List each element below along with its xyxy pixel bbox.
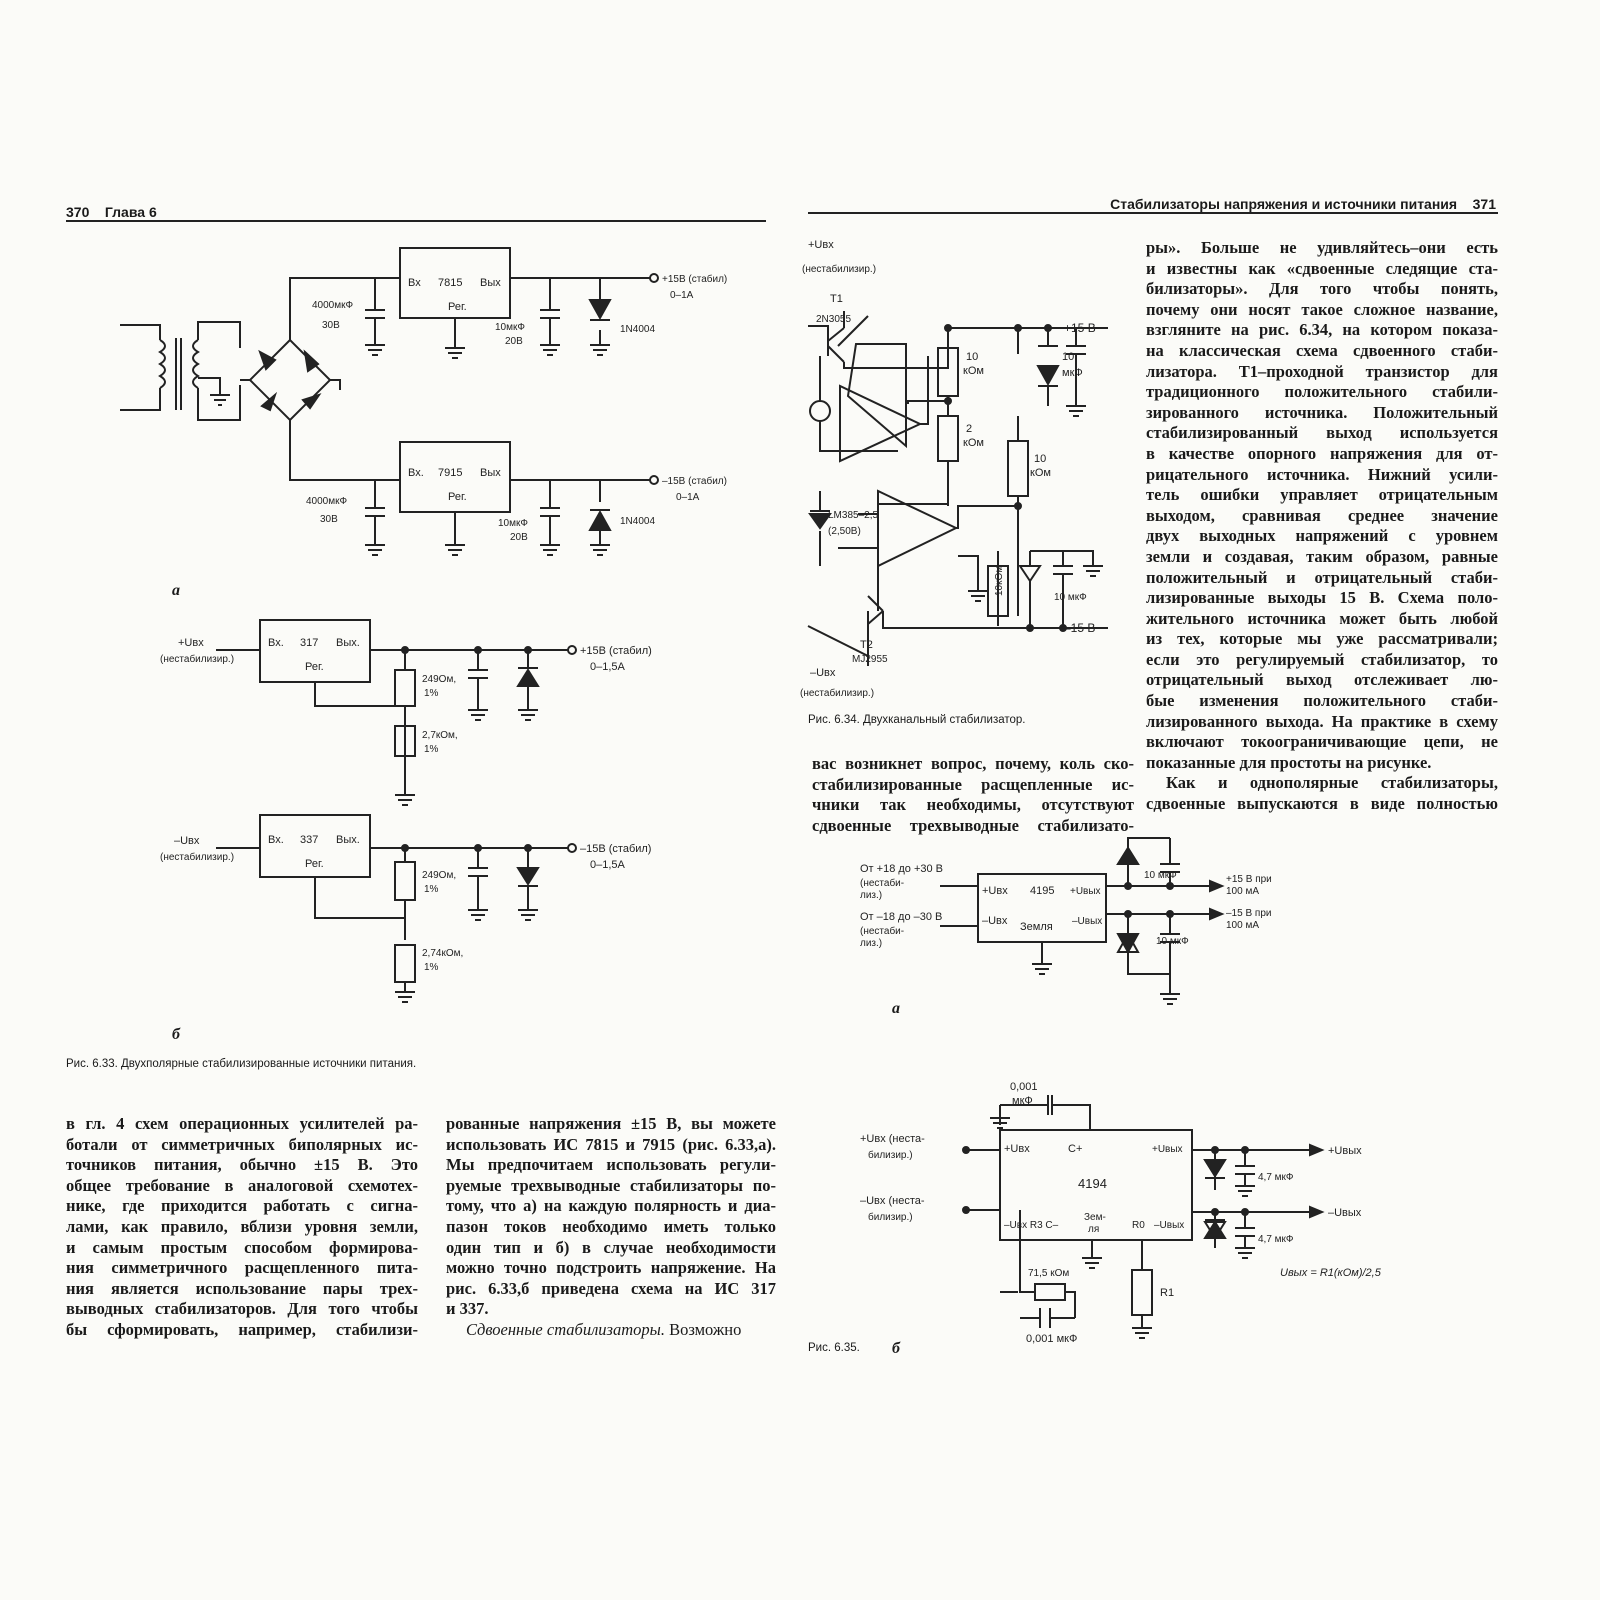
reg-7915-in-label: Вх. <box>408 467 424 479</box>
text-line: стабилизированный выход используется <box>1146 423 1498 443</box>
figure-6-33a-schematic <box>110 230 830 590</box>
fig635a-in-neg: От –18 до –30 В <box>860 911 943 923</box>
figure-6-34-caption: Рис. 6.34. Двухканальный стабилизатор. <box>808 714 1026 726</box>
reg-337-in-label: Вх. <box>268 834 284 846</box>
reg-7815-out-label: Вых <box>480 277 501 289</box>
text-line: в качестве опорного напряжения для от- <box>1146 443 1498 463</box>
fig635b-in-pos-2: билизир.) <box>868 1150 913 1161</box>
fig635b-pin-cplus: C+ <box>1068 1143 1083 1155</box>
reg-337-name: 337 <box>300 834 319 846</box>
fig634-ra-value: 10 <box>966 351 979 363</box>
left-page-header <box>66 204 157 220</box>
fig635a-pin-out-pos: +Uвых <box>1070 886 1101 897</box>
fig635b-pin-gnd2: ля <box>1088 1224 1100 1235</box>
reg-337-out-label: Вых. <box>336 834 360 846</box>
reg-337-reg-label: Рег. <box>305 858 324 870</box>
text-line: и известны как «сдвоенные следящие ста- <box>1146 258 1498 278</box>
fig635a-cap-top: 10 мкФ <box>1144 870 1177 881</box>
reg-7815-reg-label: Рег. <box>448 301 467 313</box>
reg-7815-in-label: Вх <box>408 277 421 289</box>
text-line: Мы предпочитаем использовать регули- <box>446 1155 776 1175</box>
r1-317-value: 249Ом, <box>422 674 457 685</box>
fig635a-pin-in-neg: –Uвх <box>982 915 1008 927</box>
fig635a-pin-out-neg: –Uвых <box>1072 916 1103 927</box>
text-line: в гл. 4 схем операционных усилителей ра- <box>66 1114 418 1133</box>
left-page-number: 370 <box>66 204 90 220</box>
fig635b-out-neg: –Uвых <box>1328 1207 1362 1219</box>
r1-337-tol: 1% <box>424 884 439 895</box>
text-line: нике, где приходится работать с сигна- <box>66 1196 418 1216</box>
text-line: один тип и б) в случае необходимости <box>446 1237 776 1257</box>
text-line-subheading <box>446 1320 776 1341</box>
text-line: жительного источника может быть любой <box>1146 608 1498 628</box>
fig635a-chip: 4195 <box>1030 885 1055 897</box>
fig635b-cap-fb: 0,001 мкФ <box>1026 1333 1078 1345</box>
text-line: ния является использование пары трех- <box>66 1278 418 1298</box>
cap-in-top-value: 4000мкФ <box>312 300 354 311</box>
fig635b-r-fb: 71,5 кОм <box>1028 1268 1070 1279</box>
text-line: положительный и отрицательный стаби- <box>1146 567 1498 587</box>
fig634-cap-bot-value: 10 мкФ <box>1054 592 1087 603</box>
fig634-rc-value: 10 <box>1034 453 1047 465</box>
text-line: ры». Больше не удивляйтесь–они есть <box>1146 238 1498 257</box>
text-line: и самым простым способом формирова- <box>66 1237 418 1257</box>
text-line: тель ошибки управляет отрицательным <box>1146 485 1498 505</box>
text-line: лизатора. T1–проходной транзистор для <box>1146 361 1498 381</box>
fig635b-pin-gnd1: Зем- <box>1084 1212 1106 1223</box>
cap-out-bot-volt: 20В <box>510 532 528 543</box>
text-line: Как и однополярные стабилизаторы, <box>1166 773 1498 793</box>
text-line: земли и создавая, таким образом, равные <box>1146 546 1498 566</box>
text-line: сдвоенные трехвыводные стабилизато- <box>812 815 1134 835</box>
r1-317-tol: 1% <box>424 688 439 699</box>
out-317-label: +15В (стабил) <box>580 645 652 657</box>
in-337-note: (нестабилизир.) <box>160 852 235 863</box>
diode-bot-part: 1N4004 <box>620 516 656 527</box>
right-page-number: 371 <box>1472 196 1496 212</box>
text-line: ботали от симметричных биполярных ис- <box>66 1134 418 1154</box>
out-337-label: –15В (стабил) <box>580 843 652 855</box>
fig634-rb-unit: кОм <box>963 437 984 449</box>
text-line: сдвоенные выпускаются в виде полностью <box>1146 794 1498 814</box>
cap-out-top-volt: 20В <box>505 336 523 347</box>
subheading-italic: Сдвоенные стабилизаторы. <box>466 1319 665 1339</box>
text-line: чники так необходимы, отсутствуют <box>812 795 1134 815</box>
right-running-head: Стабилизаторы напряжения и источники питания <box>1110 196 1458 212</box>
fig635b-pin-out-neg: –Uвых <box>1154 1220 1185 1231</box>
text-line: стабилизированные расщепленные ис- <box>812 774 1134 794</box>
fig634-out-neg: –15 В <box>1064 621 1096 635</box>
r2-317-value: 2,7кОм, <box>422 730 458 741</box>
text-line: общее требование в аналоговой схемотех- <box>66 1175 418 1195</box>
fig-633a-label: а <box>172 582 180 599</box>
fig635a-in-neg-note2: лиз.) <box>860 938 883 949</box>
fig634-out-pos: +15 В <box>1064 321 1096 335</box>
fig635b-cap-top-unit: мкФ <box>1012 1095 1033 1107</box>
text-line: двух выходных напряжений с уровнем <box>1146 526 1498 546</box>
text-line: лами, как правило, вблизи уровня земли, <box>66 1216 418 1236</box>
out-bot-current: 0–1А <box>676 492 700 503</box>
text-line: можно точно подстроить напряжение. На <box>446 1258 776 1278</box>
fig635b-in-neg-2: билизир.) <box>868 1212 913 1223</box>
fig635b-pin-in-pos: +Uвх <box>1004 1143 1030 1155</box>
fig634-in-pos-symbol: +Uвх <box>808 239 834 251</box>
figure-6-34-schematic <box>800 236 1138 706</box>
text-line: использовать ИС 7815 и 7915 (рис. 6.33,а). <box>446 1134 776 1154</box>
figure-6-33b-schematic <box>160 610 720 1020</box>
right-text-under-fig634 <box>812 754 1134 836</box>
text-line: выводных стабилизаторов. Для того чтобы <box>66 1299 418 1319</box>
text-line: ния симметричного расщепленного пита- <box>66 1258 418 1278</box>
text-line: зированного источника. Положительный <box>1146 402 1498 422</box>
text-line: рис. 6.33,б приведена схема на ИС 317 <box>446 1278 776 1298</box>
reg-7915-out-label: Вых <box>480 467 501 479</box>
left-text-column-1 <box>66 1114 418 1341</box>
cap-out-bot-value: 10мкФ <box>498 518 528 529</box>
out-top-current: 0–1А <box>670 290 694 301</box>
fig634-cap-top-value: 10 <box>1062 351 1075 363</box>
text-line: на классическая схема сдвоенного стаби- <box>1146 340 1498 360</box>
fig635b-formula: Uвых = R1(кОм)/2,5 <box>1280 1267 1381 1279</box>
right-text-column <box>1146 238 1498 815</box>
fig634-in-neg-symbol: –Uвх <box>810 667 836 679</box>
text-line: взгляните на рис. 6.34, на котором показа- <box>1146 320 1498 340</box>
fig-633b-label: б <box>172 1026 180 1043</box>
reg-7815-name: 7815 <box>438 277 463 289</box>
r1-337-value: 249Ом, <box>422 870 457 881</box>
figure-6-33-caption: Рис. 6.33. Двухполярные стабилизированные источники питания. <box>66 1058 417 1070</box>
fig635a-out-neg: –15 В при <box>1226 908 1272 919</box>
fig634-t1-label: T1 <box>830 293 843 305</box>
cap-out-top-value: 10мкФ <box>495 322 525 333</box>
fig635a-cap-bot: 10 мкФ <box>1156 936 1189 947</box>
fig635b-pin-out-pos: +Uвых <box>1152 1144 1183 1155</box>
text-line: пазон токов необходимо иметь только <box>446 1216 776 1236</box>
fig634-in-pos-note: (нестабилизир.) <box>802 264 877 275</box>
fig635b-cap-out-pos: 4,7 мкФ <box>1258 1172 1294 1183</box>
fig635b-pin-in-neg: –Uвх R3 C– <box>1004 1220 1059 1231</box>
fig635b-cap-top-value: 0,001 <box>1010 1081 1038 1093</box>
diode-top-part: 1N4004 <box>620 324 656 335</box>
text-line: отрицательный выход отслеживает лю- <box>1146 670 1498 690</box>
text-line: традиционного положительного стабили- <box>1146 382 1498 402</box>
fig634-rc-unit: кОм <box>1030 467 1051 479</box>
reg-7915-reg-label: Рег. <box>448 491 467 503</box>
left-chapter-title: Глава 6 <box>104 204 157 220</box>
fig634-rb-value: 2 <box>966 423 973 435</box>
text-line: и 337. <box>446 1299 489 1319</box>
reg-317-reg-label: Рег. <box>305 661 324 673</box>
reg-317-in-label: Вх. <box>268 637 284 649</box>
text-line: выходом, сравнивая среднее значение <box>1146 505 1498 525</box>
text-line: из тех, которые мы уже рассматривали; <box>1146 629 1498 649</box>
fig634-ra-unit: кОм <box>963 365 984 377</box>
fig635b-r1: R1 <box>1160 1287 1175 1299</box>
fig-635a-label: а <box>892 1000 900 1017</box>
right-page-header <box>1080 196 1496 212</box>
fig635b-out-pos: +Uвых <box>1328 1145 1362 1157</box>
left-header-rule <box>66 220 766 222</box>
fig635a-pin-in-pos: +Uвх <box>982 885 1008 897</box>
fig635a-in-pos: От +18 до +30 В <box>860 863 944 875</box>
cap-in-bot-volt: 30В <box>320 514 338 525</box>
fig635a-out-pos: +15 В при <box>1226 874 1272 885</box>
text-line: включают токоограничивающие цепи, не <box>1146 732 1498 752</box>
text-line: если это регулируемый стабилизатор, то <box>1146 649 1498 669</box>
out-bot-label: –15В (стабил) <box>662 476 727 487</box>
in-337-symbol: –Uвх <box>174 835 200 847</box>
reg-317-out-label: Вых. <box>336 637 360 649</box>
out-top-label: +15В (стабил) <box>662 274 728 285</box>
r2-317-tol: 1% <box>424 744 439 755</box>
text-line: лизированные выходы 15 В. Схема поло- <box>1146 588 1498 608</box>
text-line: лизированного выхода. На практике в схему <box>1146 711 1498 731</box>
fig635a-in-pos-note1: (нестаби- <box>860 878 905 889</box>
reg-7915-name: 7915 <box>438 467 463 479</box>
text-line: показанные для простоты на рисунке. <box>1146 752 1432 772</box>
fig634-cap-top-unit: мкФ <box>1062 367 1083 379</box>
fig635a-out-pos-current: 100 мА <box>1226 886 1260 897</box>
r2-337-tol: 1% <box>424 962 439 973</box>
figure-6-35b-schematic <box>860 1070 1430 1345</box>
text-line: почему они носят такое сложное название, <box>1146 299 1498 319</box>
fig635a-out-neg-current: 100 мА <box>1226 920 1260 931</box>
fig634-t2-part: MJ2955 <box>852 654 888 665</box>
text-line: тому, что а) на каждую полярность и диа- <box>446 1196 776 1216</box>
in-317-note: (нестабилизир.) <box>160 654 235 665</box>
fig635a-in-neg-note1: (нестаби- <box>860 926 905 937</box>
fig635a-in-pos-note2: лиз.) <box>860 890 883 901</box>
r2-337-value: 2,74кОм, <box>422 948 464 959</box>
reg-317-name: 317 <box>300 637 319 649</box>
fig634-in-neg-note: (нестабилизир.) <box>800 688 875 699</box>
fig634-ref-part: LM385–2,5 <box>828 510 879 521</box>
out-337-current: 0–1,5А <box>590 859 625 871</box>
figure-6-35a-schematic <box>860 834 1290 1034</box>
text-line: билизаторы». Для того чтобы понять, <box>1146 279 1498 299</box>
text-line: бые изменения положительного стаби- <box>1146 691 1498 711</box>
left-text-column-2 <box>446 1114 776 1341</box>
in-317-symbol: +Uвх <box>178 637 204 649</box>
fig634-t1-part: 2N3055 <box>816 314 852 325</box>
figure-6-35-caption: Рис. 6.35. <box>808 1342 860 1354</box>
fig635b-cap-out-neg: 4,7 мкФ <box>1258 1234 1294 1245</box>
text-line: точников питания, обычно ±15 В. Это <box>66 1155 418 1175</box>
text-line: рицательного источника. Нижний усили- <box>1146 464 1498 484</box>
text-line: бы сформировать, например, стабилизи- <box>66 1319 418 1339</box>
text-line: вас возникнет вопрос, почему, коль ско- <box>812 754 1134 773</box>
right-header-rule <box>808 212 1498 214</box>
fig634-t2-label: T2 <box>860 639 873 651</box>
fig635a-pin-gnd: Земля <box>1020 921 1053 933</box>
fig635b-in-neg: –Uвх (неста- <box>860 1195 925 1207</box>
cap-in-top-volt: 30В <box>322 320 340 331</box>
fig635b-in-pos: +Uвх (неста- <box>860 1133 925 1145</box>
fig635b-chip: 4194 <box>1078 1176 1107 1191</box>
cap-in-bot-value: 4000мкФ <box>306 496 348 507</box>
out-317-current: 0–1,5А <box>590 661 625 673</box>
subheading-rest: Возможно <box>664 1319 742 1339</box>
text-line: рованные напряжения ±15 В, вы можете <box>446 1114 776 1133</box>
fig634-ref-voltage: (2,50В) <box>828 526 861 537</box>
fig-635b-label: б <box>892 1340 900 1357</box>
fig635b-pin-r0: R0 <box>1132 1220 1145 1231</box>
fig634-rd-value: 10кОм <box>994 565 1005 596</box>
text-line: руемые трехвыводные стабилизаторы по- <box>446 1175 776 1195</box>
